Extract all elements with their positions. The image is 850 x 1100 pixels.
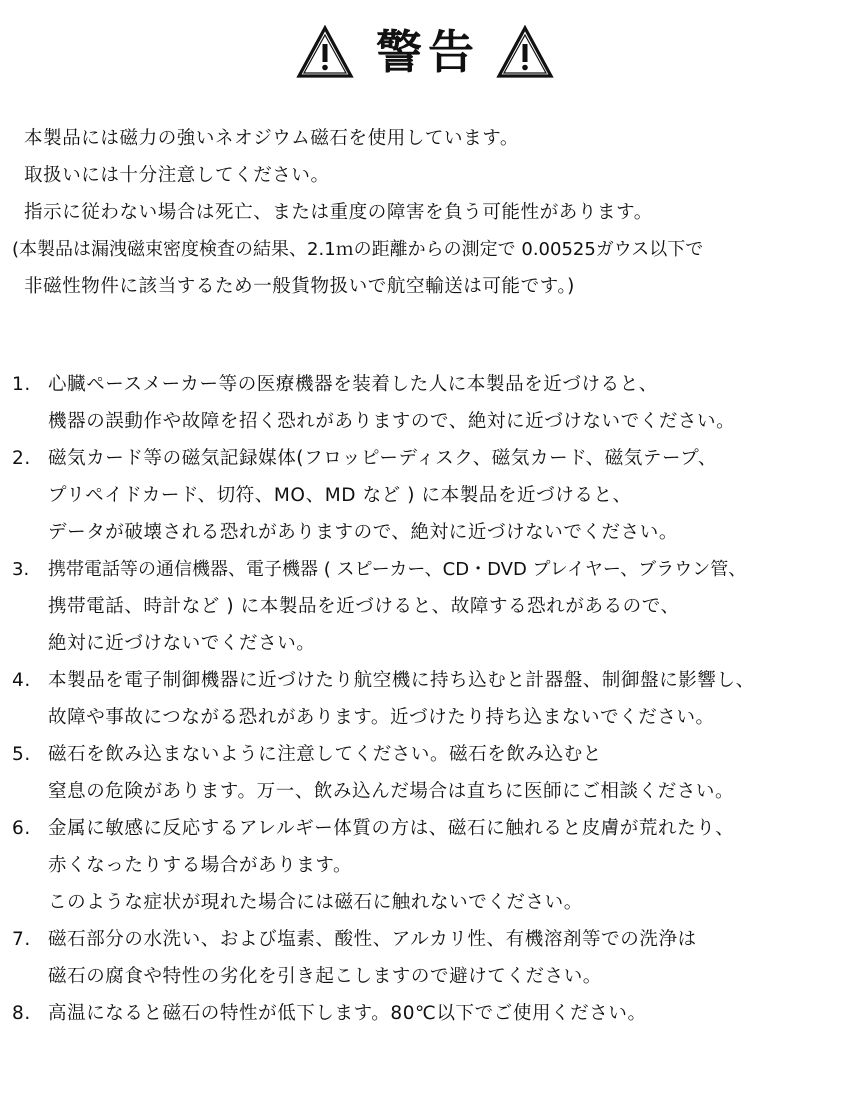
item-text: 絶対に近づけないでください。 [48, 633, 316, 654]
item-number: 2. [12, 448, 31, 469]
item-text: 高温になると磁石の特性が低下します。80℃以下でご使用ください。 [48, 1003, 647, 1024]
intro-line: 本製品には磁力の強いネオジウム磁石を使用しています。 [24, 128, 519, 149]
item-text: 本製品を電子制御機器に近づけたり航空機に持ち込むと計器盤、制御盤に影響し、 [48, 670, 755, 691]
item-number: 1. [12, 374, 31, 395]
intro-line: (本製品は漏洩磁束密度検査の結果、2.1ｍの距離からの測定で 0.00525ガウス以下で [12, 239, 704, 260]
list-item-continuation [0, 588, 850, 625]
item-text: 赤くなったりする場合があります。 [48, 855, 353, 876]
page-title: 警告 [376, 25, 480, 79]
list-item [0, 440, 850, 477]
item-text: 金属に敏感に反応するアレルギー体質の方は、磁石に触れると皮膚が荒れたり、 [48, 818, 735, 839]
item-number: 6. [12, 818, 31, 839]
list-item [0, 662, 850, 699]
item-text: 磁石部分の水洗い、および塩素、酸性、アルカリ性、有機溶剤等での洗浄は [48, 929, 697, 950]
item-text: 磁石の腐食や特性の劣化を引き起こしますので避けてください。 [48, 966, 602, 987]
list-item-continuation [0, 884, 850, 921]
intro-line: 指示に従わない場合は死亡、または重度の障害を負う可能性があります。 [24, 202, 653, 223]
list-item-continuation [0, 625, 850, 662]
item-number: 3. [12, 559, 30, 580]
list-item [0, 921, 850, 958]
list-item-continuation [0, 847, 850, 884]
item-text: 携帯電話等の通信機器、電子機器 ( スピーカー、CD・DVD プレイヤー、ブラウン管、 [48, 559, 747, 580]
list-item-continuation [0, 958, 850, 995]
list-item [0, 736, 850, 773]
list-item [0, 995, 850, 1032]
list-item [0, 366, 850, 403]
item-text: 窒息の危険があります。万一、飲み込んだ場合は直ちに医師にご相談ください。 [48, 781, 735, 802]
item-text: プリペイドカード、切符、MO、MD など ) に本製品を近づけると、 [48, 485, 632, 506]
item-text: 磁気カード等の磁気記録媒体(フロッピーディスク、磁気カード、磁気テープ、 [48, 448, 717, 469]
item-number: 8. [12, 1003, 31, 1024]
list-item-continuation [0, 773, 850, 810]
warning-triangle-icon [496, 25, 554, 79]
list-item-continuation [0, 514, 850, 551]
list-item-continuation [0, 477, 850, 514]
warning-header [0, 22, 850, 82]
item-number: 5. [12, 744, 31, 765]
intro-line: 非磁性物件に該当するため一般貨物扱いで航空輸送は可能です。) [24, 276, 575, 297]
list-item-continuation [0, 699, 850, 736]
list-item [0, 810, 850, 847]
list-item [0, 551, 850, 588]
item-text: 携帯電話、時計など ) に本製品を近づけると、故障する恐れがあるので、 [48, 596, 680, 617]
intro-paragraph [0, 120, 850, 305]
item-text: 機器の誤動作や故障を招く恐れがありますので、絶対に近づけないでください。 [48, 411, 736, 432]
item-text: 故障や事故につながる恐れがあります。近づけたり持ち込まないでください。 [48, 707, 715, 728]
item-text: 磁石を飲み込まないように注意してください。磁石を飲み込むと [48, 744, 602, 765]
item-number: 4. [12, 670, 31, 691]
item-text: 心臓ペースメーカー等の医療機器を装着した人に本製品を近づけると、 [48, 374, 658, 395]
warning-list [0, 366, 850, 1032]
list-item-continuation [0, 403, 850, 440]
intro-line: 取扱いには十分注意してください。 [24, 165, 330, 186]
item-text: データが破壊される恐れがありますので、絶対に近づけないでください。 [48, 522, 678, 543]
warning-triangle-icon [296, 25, 354, 79]
item-text: このような症状が現れた場合には磁石に触れないでください。 [48, 892, 583, 913]
item-number: 7. [12, 929, 31, 950]
